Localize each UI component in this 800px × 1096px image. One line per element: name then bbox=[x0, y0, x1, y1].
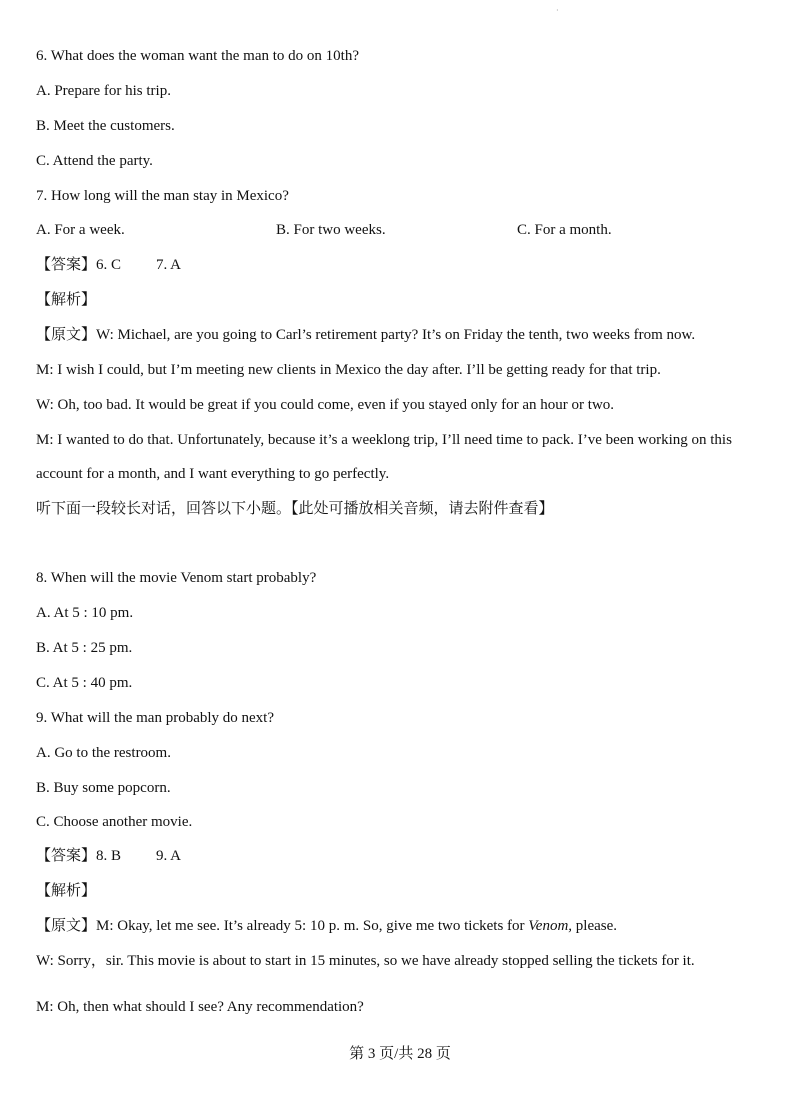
movie-title: Venom, bbox=[528, 918, 573, 934]
q8-option-a: A. At 5 : 10 pm. bbox=[36, 605, 134, 621]
transcript-text: W: Michael, are you going to Carl’s retirement party? It’s on Friday the tenth, two weeks from now. bbox=[96, 327, 696, 343]
answer-label: 【答案】 bbox=[36, 257, 97, 273]
corner-mark: · bbox=[556, 6, 559, 15]
q8-option-b: B. At 5 : 25 pm. bbox=[36, 640, 133, 656]
q6-option-b: B. Meet the customers. bbox=[36, 118, 175, 134]
q7-option-c: C. For a month. bbox=[517, 222, 612, 238]
transcript-text: please. bbox=[572, 918, 618, 934]
q7-option-a: A. For a week. bbox=[36, 222, 125, 238]
q9-option-c: C. Choose another movie. bbox=[36, 814, 193, 830]
page-footer: 第 3 页/共 28 页 bbox=[349, 1046, 451, 1062]
q6-option-a: A. Prepare for his trip. bbox=[36, 83, 171, 99]
transcript-line bbox=[36, 326, 695, 344]
answer-7: 7. A bbox=[156, 257, 182, 273]
q8-question: 8. When will the movie Venom start probably? bbox=[36, 570, 317, 586]
transcript-line: M: I wish I could, but I’m meeting new clients in Mexico the day after. I’ll be getting ready for that trip. bbox=[36, 362, 661, 378]
transcript-line: W: Oh, too bad. It would be great if you could come, even if you stayed only for an hour or two. bbox=[36, 397, 615, 413]
transcript-line: account for a month, and I want everything to go perfectly. bbox=[36, 466, 390, 482]
transcript-label: 【原文】 bbox=[36, 327, 97, 343]
transcript-line bbox=[36, 917, 617, 935]
transcript-line: W: Sorry，sir. This movie is about to start in 15 minutes, so we have already stopped selling the tickets for it. bbox=[36, 953, 695, 969]
q7-question: 7. How long will the man stay in Mexico? bbox=[36, 188, 289, 204]
q7-option-b: B. For two weeks. bbox=[276, 222, 386, 238]
answer-6: 6. C bbox=[96, 257, 122, 273]
q6-question: 6. What does the woman want the man to do on 10th? bbox=[36, 48, 359, 64]
analysis-label: 【解析】 bbox=[36, 883, 97, 899]
listening-instruction: 听下面一段较长对话，回答以下小题。【此处可播放相关音频，请去附件查看】 bbox=[36, 501, 554, 517]
transcript-line: M: Oh, then what should I see? Any recommendation? bbox=[36, 999, 364, 1015]
transcript-label: 【原文】 bbox=[36, 918, 97, 934]
q6-option-c: C. Attend the party. bbox=[36, 153, 153, 169]
transcript-text: M: Okay, let me see. It’s already 5: 10 p. m. So, give me two tickets for bbox=[96, 918, 529, 934]
q9-question: 9. What will the man probably do next? bbox=[36, 710, 275, 726]
q8-option-c: C. At 5 : 40 pm. bbox=[36, 675, 133, 691]
answer-9: 9. A bbox=[156, 848, 182, 864]
q9-option-b: B. Buy some popcorn. bbox=[36, 780, 171, 796]
transcript-line: M: I wanted to do that. Unfortunately, because it’s a weeklong trip, I’ll need time to pack. I’ve been working on this bbox=[36, 432, 732, 448]
q9-option-a: A. Go to the restroom. bbox=[36, 745, 171, 761]
answer-8: 8. B bbox=[96, 848, 122, 864]
answer-label: 【答案】 bbox=[36, 848, 97, 864]
analysis-label: 【解析】 bbox=[36, 292, 97, 308]
